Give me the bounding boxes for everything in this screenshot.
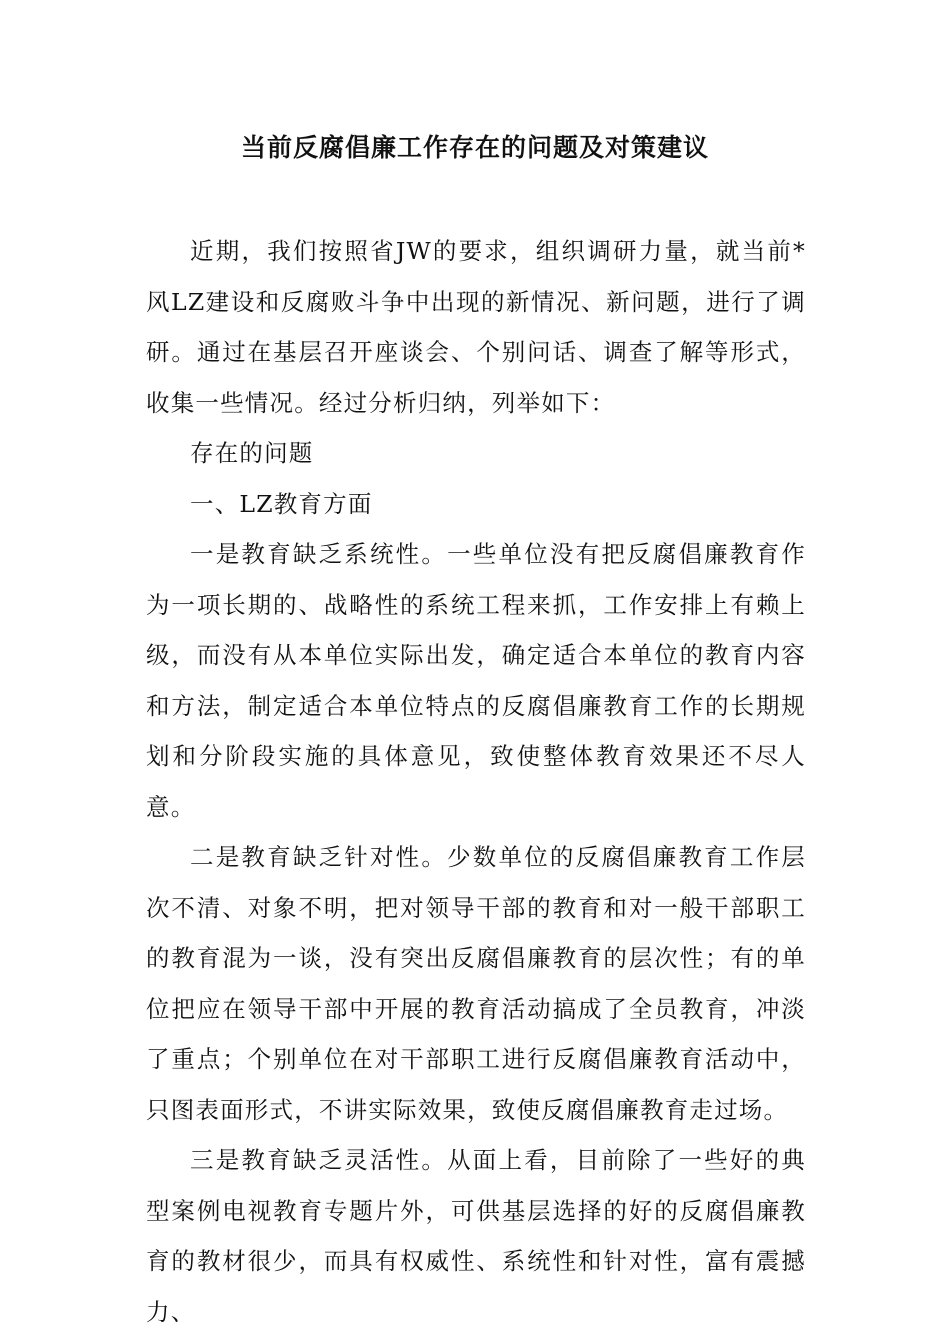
intro-paragraph: 近期，我们按照省JW的要求，组织调研力量，就当前*风LZ建设和反腐败斗争中出现的新情况、新问题，进行了调研。通过在基层召开座谈会、个别问话、调查了解等形式，收集一些情况。经过分析归纳，列举如下： bbox=[146, 237, 806, 417]
paragraph-point-three: 三是教育缺乏灵活性。从面上看，目前除了一些好的典型案例电视教育专题片外，可供基层选择的好的反腐倡廉教育的教材很少，而具有权威性、系统性和针对性，富有震撼力、 bbox=[146, 1146, 806, 1326]
document-title: 当前反腐倡廉工作存在的问题及对策建议 bbox=[240, 133, 709, 162]
subsection-heading-education: 一、LZ教育方面 bbox=[190, 489, 373, 518]
document-body bbox=[146, 226, 806, 1337]
section-heading-problems: 存在的问题 bbox=[190, 439, 314, 467]
paragraph-point-one: 一是教育缺乏系统性。一些单位没有把反腐倡廉教育作为一项长期的、战略性的系统工程来抓，工作安排上有赖上级，而没有从本单位实际出发，确定适合本单位的教育内容和方法，制定适合本单位特点的反腐倡廉教育工作的长期规划和分阶段实施的具体意见，致使整体教育效果还不尽人意。 bbox=[146, 540, 806, 821]
paragraph-point-two: 二是教育缺乏针对性。少数单位的反腐倡廉教育工作层次不清、对象不明，把对领导干部的教育和对一般干部职工的教育混为一谈，没有突出反腐倡廉教育的层次性；有的单位把应在领导干部中开展的教育活动搞成了全员教育，冲淡了重点；个别单位在对干部职工进行反腐倡廉教育活动中，只图表面形式，不讲实际效果，致使反腐倡廉教育走过场。 bbox=[146, 843, 806, 1124]
